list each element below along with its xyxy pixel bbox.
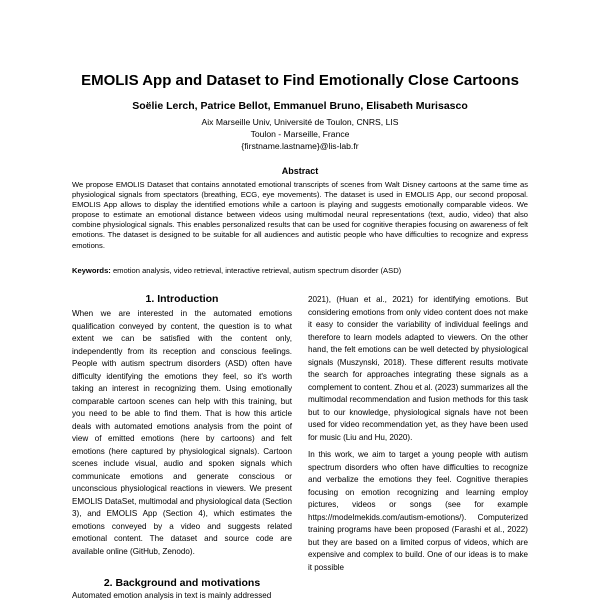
right-paragraph-1: 2021), (Huan et al., 2021) for identifying emotions. But considering emotions from only video content does not make it easy to consider the variability of individual feelings and therefore to learn models adapted to viewers. On the other hand, the felt emotions can be well detected by physiological signals (Muszynski, 2018). These different results motivate the search for approaches integrating these signals as a complement to content. Zhou et al. (2023) summarizes all the multimodal recommendation and fusion methods for this task but to our knowledge, physiological signals have not been used for video recommendation yet, as they have been used for music (Liu and Hu, 2020). [308,295,528,442]
author-list: Soëlie Lerch, Patrice Bellot, Emmanuel Bruno, Elisabeth Murisasco [132,100,468,112]
keywords-text: emotion analysis, video retrieval, interactive retrieval, autism spectrum disorder (ASD) [112,266,402,275]
section-heading-introduction: 1. Introduction [145,293,219,305]
intro-paragraph: When we are interested in the automated emotions qualification conveyed by content, the question is to what extent we can be satisfied with the content only, independently from its reception and conscious feelings. People with autism spectrum disorders (ASD) often have difficulty identifying the emotions they feel, so it's worth taking an interest in recognizing them. Using emotionally comparable cartoon scenes can help with this training, but you need to be able to find them. That is how this article deals with automated emotions analysis from the point of view of emitted emotions (here by cartoons) and felt emotions (here captured by physiological signals). Cartoon scenes include visual, audio and spoken signals which communicate emotions and generate conscious or unconscious physiological reactions in viewers. We present EMOLIS DataSet, multimodal and physiological data (Section 3), and EMOLIS App (Section 4), which estimates the emotions conveyed by a video and suggests related emotional content. The dataset and source code are available online (GitHub, Zenodo). [72,309,292,556]
paper-title: EMOLIS App and Dataset to Find Emotionally Close Cartoons [81,72,519,89]
keywords-label: Keywords: [72,266,111,275]
author-email: {firstname.lastname}@lis-lab.fr [241,141,359,151]
right-column [308,294,528,574]
keywords [72,266,528,276]
background-first-line: Automated emotion analysis in text is mainly addressed [72,591,272,600]
right-paragraph-2: In this work, we aim to target a young people with autism spectrum disorders who often have difficulties to recognize and verbalize the emotions they feel. Cognitive therapies focusing on emotion recognizing and learning employ pictures, videos or songs (see for example https://modelmekids.com/autism-emotions/). Computerized training programs have been proposed (Farashi et al., 2022) but they are based on a limited corpus of videos, which are expensive and complex to build. One of our ideas is to make it possible [308,450,528,572]
affiliation-line-2: Toulon - Marseille, France [250,129,350,139]
section-heading-background: 2. Background and motivations [103,577,261,589]
left-column [72,308,292,558]
abstract-heading: Abstract [281,166,319,176]
abstract-text: We propose EMOLIS Dataset that contains annotated emotional transcripts of scenes from Walt Disney cartoons at the same time as physiological signals from spectators (breathing, ECG, eye movements). The dataset is used in EMOLIS App, our second proposal. EMOLIS App allows to display the identified emotions while a cartoon is playing and suggests emotionally comparable videos. We propose to estimate an emotional distance between videos using multimodal neural representations (text, audio, video) that also combine physiological signals. This enables personalized results that can be used for cognitive therapies focusing on awareness of felt emotions. The dataset is designed to be suitable for all audiences and autistic people who have difficulties to recognize and express emotions. [72,180,528,250]
affiliation-line-1: Aix Marseille Univ, Université de Toulon, CNRS, LIS [201,117,399,127]
